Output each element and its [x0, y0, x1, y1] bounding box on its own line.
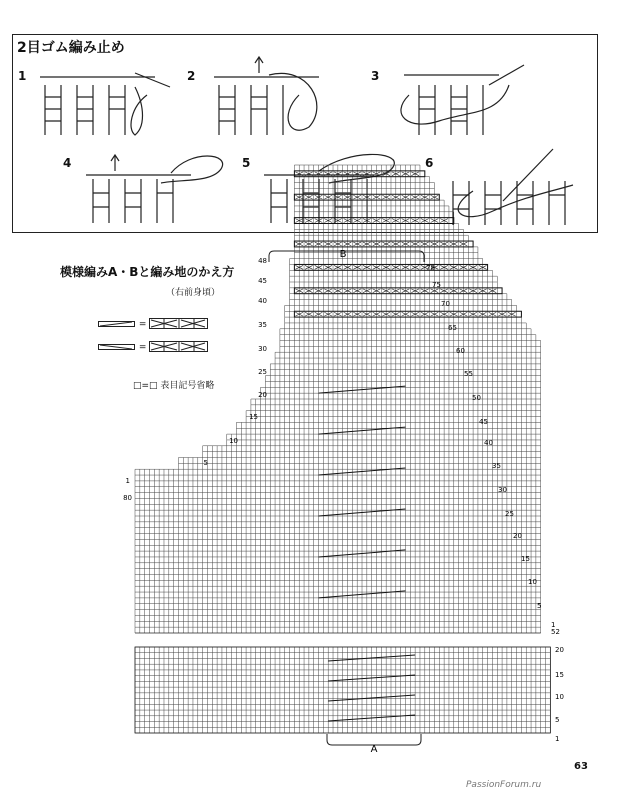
step-number-5: 5	[242, 156, 251, 170]
right-row-label: 20	[513, 532, 522, 540]
step-number-1: 1	[18, 69, 27, 83]
lower-row-label: 10	[555, 693, 564, 701]
left-row-label: 45	[258, 277, 267, 285]
left-row-label: 15	[249, 413, 258, 421]
right-row-label: 25	[505, 510, 514, 518]
right-row-label: 60	[456, 347, 465, 355]
right-row-label: 55	[464, 370, 473, 378]
right-row-label: 70	[441, 300, 450, 308]
step-number-3: 3	[371, 69, 380, 83]
right-row-label: 78	[426, 264, 435, 272]
right-row-label: 10	[528, 578, 537, 586]
step-number-2: 2	[187, 69, 196, 83]
left-row-label: 25	[258, 368, 267, 376]
pattern-a-label: A	[370, 744, 378, 755]
lower-row-label: 5	[555, 716, 560, 724]
left-row-label: 40	[258, 297, 267, 305]
site-watermark: PassionForum.ru	[466, 780, 542, 790]
chart-title: 模様編みA・Bと編み地のかえ方	[60, 265, 235, 279]
right-row-label: 75	[432, 281, 441, 289]
right-row-label: 35	[492, 462, 501, 470]
left-row-label: 20	[258, 391, 267, 399]
right-bottom-label: 52	[551, 628, 560, 636]
right-row-label: 30	[498, 486, 507, 494]
left-row-label: 35	[258, 321, 267, 329]
bind-off-title: 2目ゴム編み止め	[17, 40, 125, 56]
page-number: 63	[574, 761, 588, 772]
knit-symbol-note: □=□ 表目記号省略	[133, 381, 215, 391]
lower-row-label: 15	[555, 671, 564, 679]
lower-row-label: 20	[555, 646, 564, 654]
lower-row-label: 1	[555, 735, 560, 743]
step-number-6: 6	[425, 156, 434, 170]
left-row-label: 1	[125, 477, 130, 485]
lower-chart-grid	[135, 647, 550, 733]
right-row-label: 45	[479, 418, 488, 426]
right-row-label: 1	[551, 621, 556, 629]
right-row-label: 65	[448, 324, 457, 332]
left-row-label: 10	[229, 437, 238, 445]
right-row-label: 5	[537, 602, 542, 610]
left-row-label: 48	[258, 257, 267, 265]
left-bottom-label: 80	[123, 494, 132, 502]
step-number-4: 4	[63, 156, 72, 170]
legend-equals-1: =	[138, 319, 147, 330]
legend-equals-2: =	[138, 342, 147, 353]
chart-subtitle: （右前身頃）	[166, 288, 221, 298]
left-row-label: 30	[258, 345, 267, 353]
pattern-b-label: B	[339, 249, 347, 260]
left-row-label: 5	[203, 459, 208, 467]
right-row-label: 50	[472, 394, 481, 402]
right-row-label: 15	[521, 555, 530, 563]
right-row-label: 40	[484, 439, 493, 447]
